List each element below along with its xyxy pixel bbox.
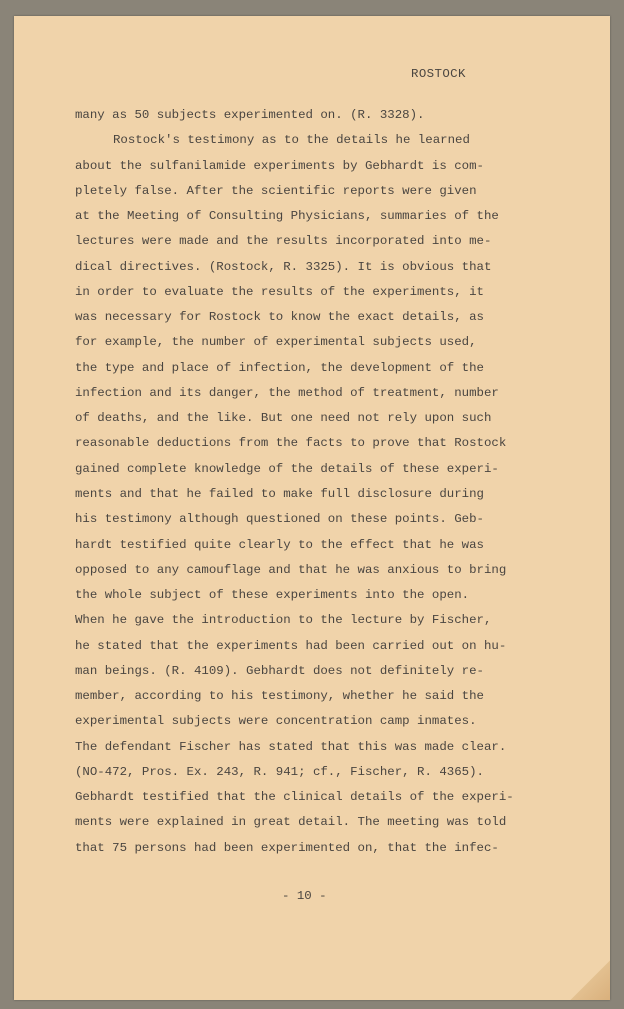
text-line: experimental subjects were concentration camp inmates. <box>75 714 477 729</box>
text-line: (NO-472, Pros. Ex. 243, R. 941; cf., Fischer, R. 4365). <box>75 764 484 779</box>
text-line: for example, the number of experimental subjects used, <box>75 335 477 350</box>
text-line: Rostock's testimony as to the details he learned <box>113 133 470 148</box>
text-line: of deaths, and the like. But one need not rely upon such <box>75 411 492 426</box>
text-line: man beings. (R. 4109). Gebhardt does not definitely re- <box>75 663 484 678</box>
text-line: was necessary for Rostock to know the exact details, as <box>75 310 484 325</box>
text-line: dical directives. (Rostock, R. 3325). It is obvious that <box>75 259 492 274</box>
text-line: ments were explained in great detail. The meeting was told <box>75 815 507 830</box>
text-line: hardt testified quite clearly to the effect that he was <box>75 537 484 552</box>
text-line: When he gave the introduction to the lecture by Fischer, <box>75 613 492 628</box>
text-line: opposed to any camouflage and that he was anxious to bring <box>75 562 507 577</box>
body-text <box>75 103 530 861</box>
text-line: lectures were made and the results incorporated into me- <box>75 234 492 249</box>
text-line: gained complete knowledge of the details of these experi- <box>75 461 499 476</box>
text-line: ments and that he failed to make full disclosure during <box>75 486 484 501</box>
text-line: in order to evaluate the results of the experiments, it <box>75 284 484 299</box>
text-line: the whole subject of these experiments into the open. <box>75 588 470 603</box>
text-line: the type and place of infection, the development of the <box>75 360 484 375</box>
text-line: pletely false. After the scientific reports were given <box>75 183 477 198</box>
text-line: he stated that the experiments had been carried out on hu- <box>75 638 507 653</box>
text-line: that 75 persons had been experimented on, that the infec- <box>75 840 499 855</box>
text-line: Gebhardt testified that the clinical details of the experi- <box>75 790 514 805</box>
text-line: infection and its danger, the method of treatment, number <box>75 385 499 400</box>
text-line: The defendant Fischer has stated that this was made clear. <box>75 739 507 754</box>
text-line: at the Meeting of Consulting Physicians, summaries of the <box>75 209 499 224</box>
text-line: about the sulfanilamide experiments by Gebhardt is com- <box>75 158 484 173</box>
text-line: his testimony although questioned on these points. Geb- <box>75 512 484 527</box>
page-number: - 10 - <box>282 889 327 903</box>
document-page <box>14 16 610 1000</box>
text-line: many as 50 subjects experimented on. (R. 3328). <box>75 108 425 122</box>
running-header: ROSTOCK <box>411 67 466 81</box>
text-line: member, according to his testimony, whether he said the <box>75 689 484 704</box>
text-line: reasonable deductions from the facts to prove that Rostock <box>75 436 507 451</box>
